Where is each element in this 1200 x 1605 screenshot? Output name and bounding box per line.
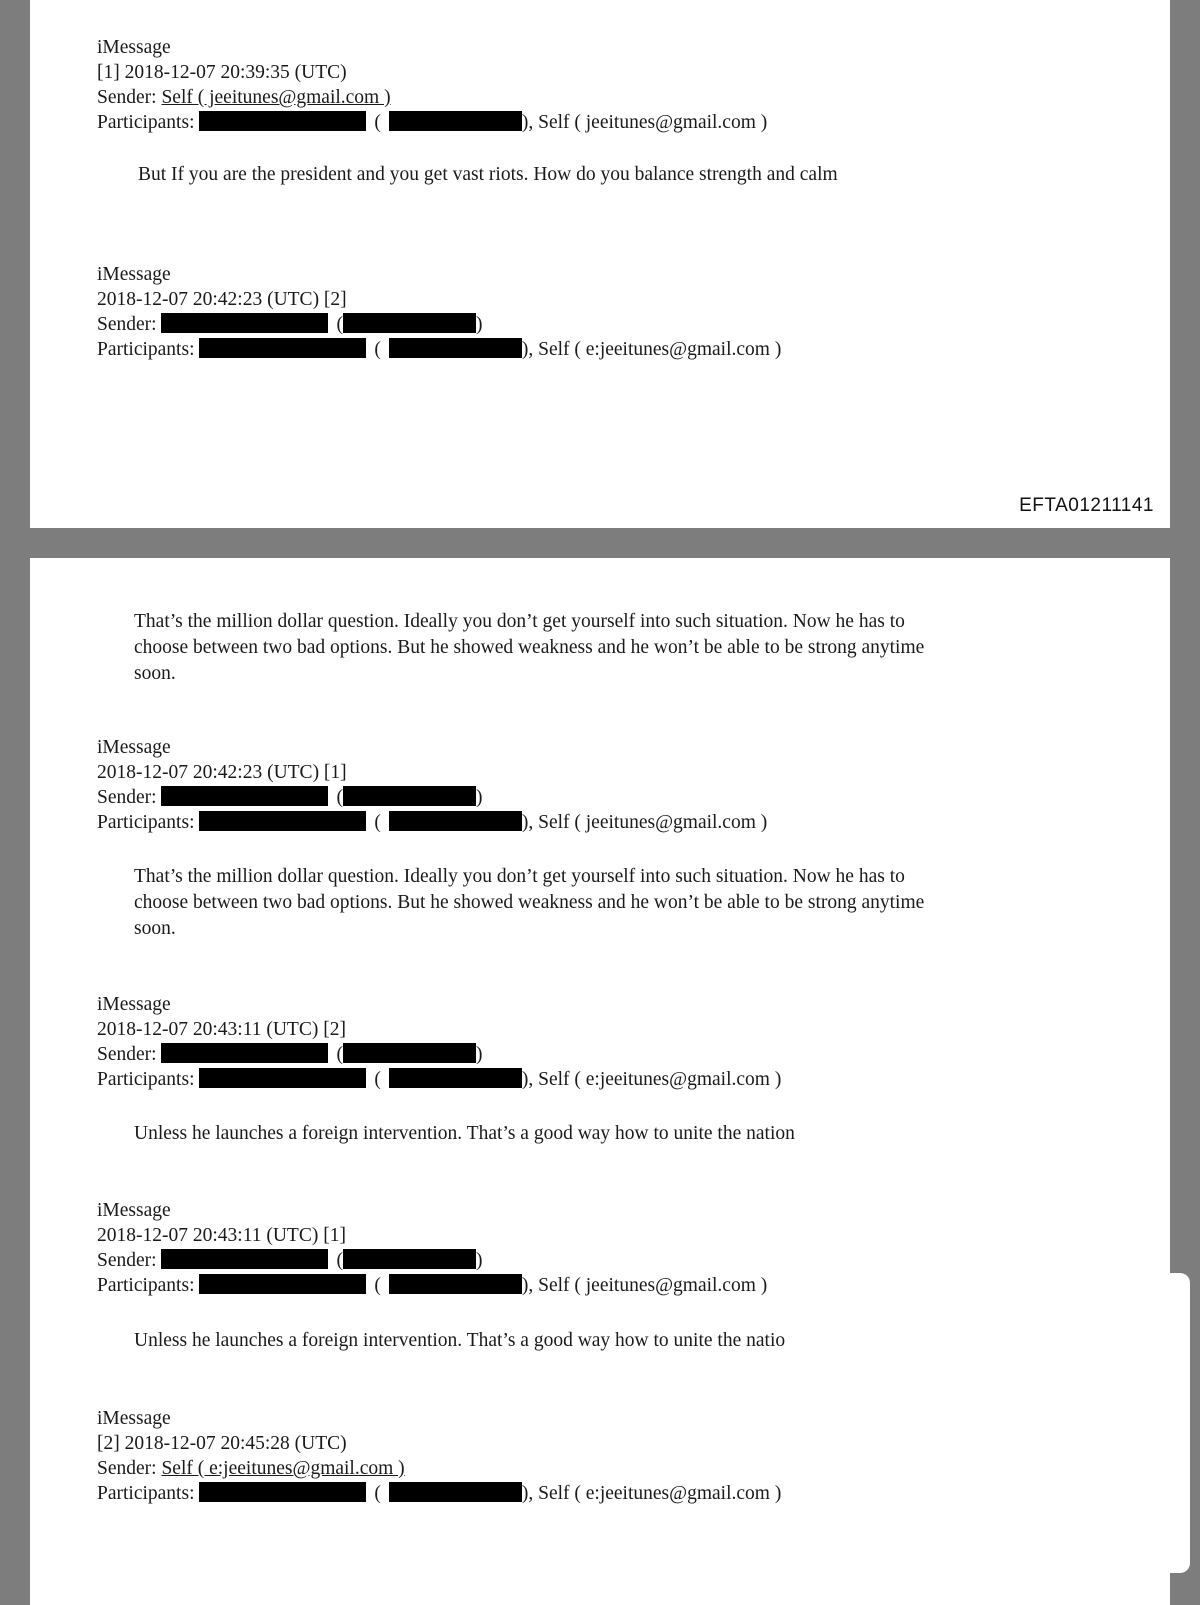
sender-label: Sender:	[97, 1250, 157, 1271]
redaction-paren: )	[475, 1044, 483, 1065]
redaction-block	[389, 1068, 522, 1088]
redaction-block	[343, 313, 476, 333]
message-service: iMessage	[97, 994, 171, 1015]
document-page-2	[30, 558, 1170, 1605]
participants-label: Participants:	[97, 1069, 195, 1090]
redaction-block	[199, 811, 366, 831]
page-edge-strip	[1168, 1273, 1190, 1573]
message-header-6	[97, 1406, 781, 1506]
participants-tail: ), Self ( jeeitunes@gmail.com )	[521, 1275, 768, 1296]
redaction-paren: (	[374, 1483, 381, 1504]
message-header-5	[97, 1198, 767, 1298]
participants-label: Participants:	[97, 339, 195, 360]
message-service: iMessage	[97, 737, 171, 758]
message-sender	[97, 1456, 781, 1481]
message-participants	[97, 337, 781, 362]
message-header-4	[97, 992, 781, 1092]
sender-label: Sender:	[97, 87, 157, 108]
message-body: That’s the million dollar question. Ideally you don’t get yourself into such situation. Now he has to choose between two bad options. But he showed weakness and he won’t be able to be strong anytime soon.	[134, 866, 925, 939]
message-header-3	[97, 735, 767, 835]
redaction-paren: (	[374, 339, 381, 360]
redaction-paren: (	[374, 812, 381, 833]
message-participants	[97, 1273, 767, 1298]
message-body: That’s the million dollar question. Ideally you don’t get yourself into such situation. Now he has to choose between two bad options. But he showed weakness and he won’t be able to be strong anytime soon.	[134, 611, 925, 684]
message-service: iMessage	[97, 1200, 171, 1221]
redaction-block	[161, 786, 328, 806]
document-page-1	[30, 0, 1170, 528]
redaction-block	[161, 313, 328, 333]
participants-label: Participants:	[97, 1275, 195, 1296]
redaction-block	[389, 811, 522, 831]
participants-tail: ), Self ( jeeitunes@gmail.com )	[521, 812, 768, 833]
redaction-block	[389, 1482, 522, 1502]
message-participants	[97, 1067, 781, 1092]
participants-tail: ), Self ( e:jeeitunes@gmail.com )	[521, 1069, 782, 1090]
redaction-block	[161, 1043, 328, 1063]
message-body: Unless he launches a foreign intervention. That’s a good way how to unite the natio	[134, 1330, 786, 1351]
message-sender	[97, 1042, 781, 1067]
participants-tail: ), Self ( e:jeeitunes@gmail.com )	[521, 1483, 782, 1504]
sender-label: Sender:	[97, 314, 157, 335]
message-participants	[97, 110, 767, 135]
message-body: Unless he launches a foreign intervention. That’s a good way how to unite the nation	[134, 1123, 795, 1144]
redaction-block	[199, 1068, 366, 1088]
redaction-paren: (	[336, 787, 343, 808]
document-id: EFTA01211141	[1019, 495, 1154, 516]
message-sender	[97, 85, 767, 110]
redaction-block	[389, 1274, 522, 1294]
participants-tail: ), Self ( jeeitunes@gmail.com )	[521, 112, 768, 133]
participants-label: Participants:	[97, 112, 195, 133]
redaction-block	[161, 1249, 328, 1269]
participants-label: Participants:	[97, 812, 195, 833]
redaction-block	[343, 1043, 476, 1063]
message-service: iMessage	[97, 1408, 171, 1429]
redaction-paren: )	[475, 1250, 483, 1271]
message-service: iMessage	[97, 264, 171, 285]
redaction-block	[389, 111, 522, 131]
redaction-block	[199, 1274, 366, 1294]
message-header-2	[97, 262, 781, 362]
message-sender	[97, 785, 767, 810]
redaction-paren: (	[374, 1275, 381, 1296]
message-timestamp: [1] 2018-12-07 20:39:35 (UTC)	[97, 62, 347, 83]
participants-label: Participants:	[97, 1483, 195, 1504]
message-timestamp: 2018-12-07 20:42:23 (UTC) [1]	[97, 762, 347, 783]
message-service: iMessage	[97, 37, 171, 58]
redaction-block	[199, 338, 366, 358]
sender-value: Self ( e:jeeitunes@gmail.com )	[161, 1458, 405, 1479]
message-participants	[97, 810, 767, 835]
redaction-paren: (	[374, 1069, 381, 1090]
message-sender	[97, 312, 781, 337]
redaction-block	[199, 111, 366, 131]
message-timestamp: 2018-12-07 20:42:23 (UTC) [2]	[97, 289, 347, 310]
message-body: But If you are the president and you get vast riots. How do you balance strength and calm	[138, 164, 838, 185]
participants-tail: ), Self ( e:jeeitunes@gmail.com )	[521, 339, 782, 360]
message-sender	[97, 1248, 767, 1273]
redaction-block	[389, 338, 522, 358]
redaction-paren: (	[336, 1044, 343, 1065]
redaction-block	[199, 1482, 366, 1502]
redaction-paren: )	[475, 314, 483, 335]
sender-label: Sender:	[97, 1044, 157, 1065]
message-participants	[97, 1481, 781, 1506]
redaction-block	[343, 786, 476, 806]
sender-label: Sender:	[97, 1458, 157, 1479]
message-timestamp: 2018-12-07 20:43:11 (UTC) [2]	[97, 1019, 346, 1040]
redaction-paren: )	[475, 787, 483, 808]
redaction-paren: (	[336, 1250, 343, 1271]
redaction-block	[343, 1249, 476, 1269]
message-timestamp: [2] 2018-12-07 20:45:28 (UTC)	[97, 1433, 347, 1454]
message-header-1	[97, 35, 767, 135]
sender-label: Sender:	[97, 787, 157, 808]
message-timestamp: 2018-12-07 20:43:11 (UTC) [1]	[97, 1225, 346, 1246]
redaction-paren: (	[374, 112, 381, 133]
redaction-paren: (	[336, 314, 343, 335]
sender-value: Self ( jeeitunes@gmail.com )	[161, 87, 391, 108]
